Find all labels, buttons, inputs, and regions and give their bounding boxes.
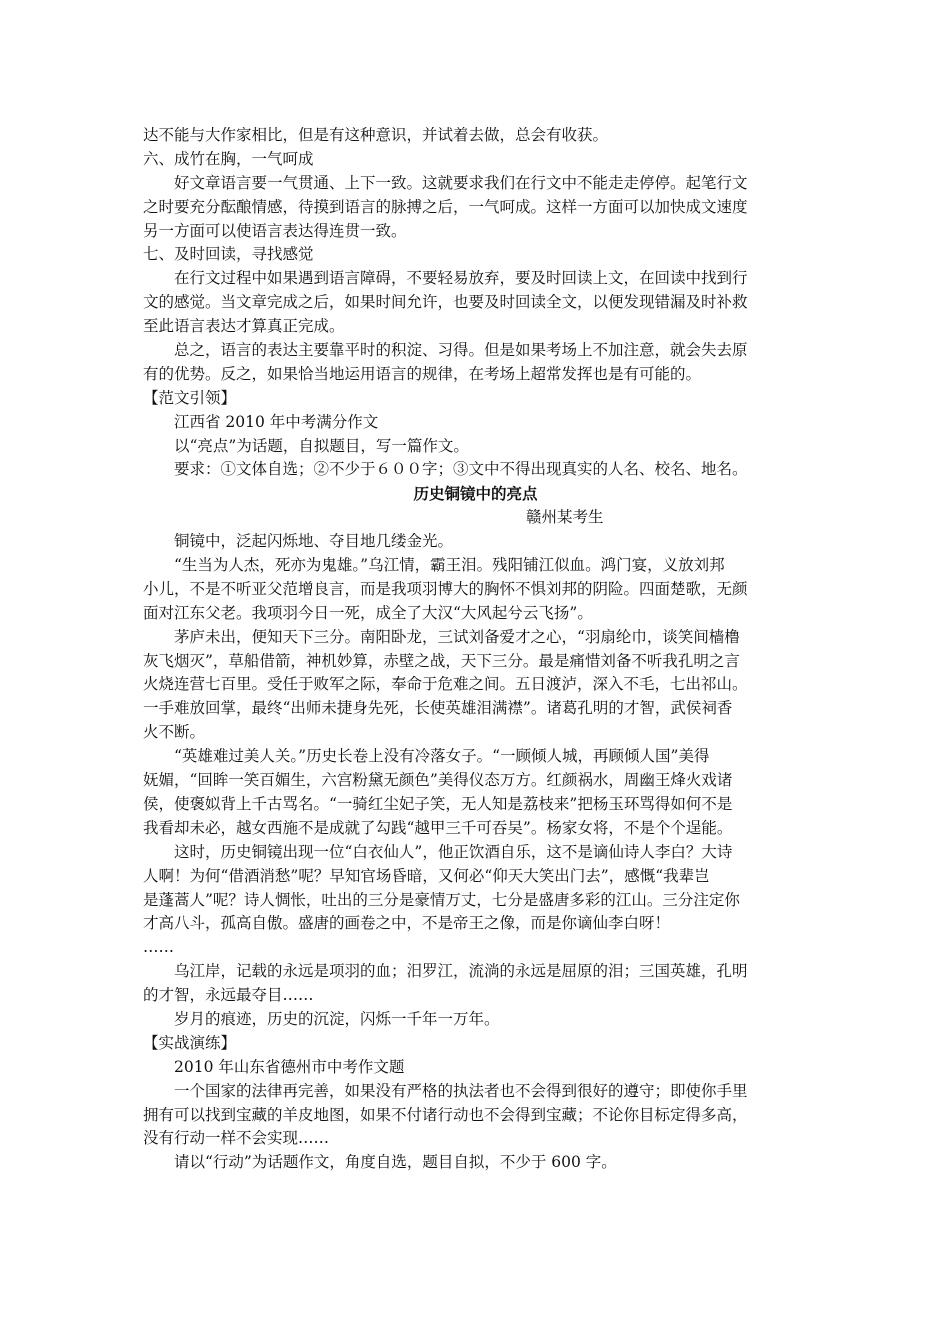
text-line: 有的优势。反之，如果恰当地运用语言的规律，在考场上超常发挥也是有可能的。 <box>143 364 702 383</box>
text-line: 六、成竹在胸，一气呵成 <box>143 149 314 168</box>
text-line: 我看却未必，越女西施不是成就了勾践“越甲三千可吞吴”。杨家女将，不是个个逞能。 <box>143 818 733 837</box>
text-line: 文的感觉。当文章完成之后，如果时间允许，也要及时回读全文，以便发现错漏及时补救 <box>143 293 748 312</box>
text-line: 至此语言表达才算真正完成。 <box>143 317 345 336</box>
text-line: “生当为人杰，死亦为鬼雄。”乌江情，霸王泪。残阳铺江似血。鸿门宴，义放刘邦 <box>174 556 725 575</box>
text-line: 乌江岸，记载的永远是项羽的血；汨罗江，流淌的永远是屈原的泪；三国英雄，孔明 <box>174 962 748 981</box>
text-line: 铜镜中，泛起闪烁地、夺目地几缕金光。 <box>174 532 454 551</box>
text-line: 另一方面可以使语言表达得连贯一致。 <box>143 221 407 240</box>
text-line: 好文章语言要一气贯通、上下一致。这就要求我们在行文中不能走走停停。起笔行文 <box>174 173 748 192</box>
text-line: 之时要充分酝酿情感，待摸到语言的脉搏之后，一气呵成。这样一方面可以加快成文速度 <box>143 197 748 216</box>
text-line: 七、及时回读，寻找感觉 <box>143 245 314 264</box>
text-line: 以“亮点”为话题，自拟题目，写一篇作文。 <box>174 436 469 455</box>
text-line: 火烧连营七百里。受任于败军之际，奉命于危难之间。五日渡泸，深入不毛，七出祁山。 <box>143 675 748 694</box>
text-line: 2010 年山东省德州市中考作文题 <box>174 1057 405 1076</box>
text-line: 要求：①文体自选；②不少于６００字；③文中不得出现真实的人名、校名、地名。 <box>174 460 748 479</box>
essay-author: 赣州某考生 <box>526 508 604 527</box>
document-page <box>143 124 808 1175</box>
text-line: …… <box>143 938 174 957</box>
text-line: 拥有可以找到宝藏的羊皮地图，如果不付诸行动也不会得到宝藏；不论你目标定得多高， <box>143 1105 748 1124</box>
text-line: 达不能与大作家相比，但是有这种意识，并试着去做，总会有收获。 <box>143 126 609 144</box>
text-line: 人啊！为何“借酒消愁”呢？早知官场昏暗，又何必“仰天大笑出门去”，感慨“我辈岂 <box>143 866 710 885</box>
text-line: 的才智，永远最夺目…… <box>143 986 314 1005</box>
text-line: 面对江东父老。我项羽今日一死，成全了大汉“大风起兮云飞扬”。 <box>143 603 593 622</box>
text-line: 在行文过程中如果遇到语言障碍，不要轻易放弃，要及时回读上文，在回读中找到行 <box>174 269 748 288</box>
text-line: 这时，历史铜镜出现一位“白衣仙人”，他正饮酒自乐，这不是谪仙诗人李白？大诗 <box>174 842 733 861</box>
text-line: 一手难放回掌，最终“出师未捷身先死，长使英雄泪满襟”。诸葛孔明的才智，武侯祠香 <box>143 699 733 718</box>
text-line: 茅庐未出，便知天下三分。南阳卧龙，三试刘备爱才之心，“羽扇纶巾，谈笑间樯橹 <box>174 627 740 646</box>
text-line: 【范文引领】 <box>143 388 237 407</box>
text-line: 没有行动一样不会实现…… <box>143 1129 330 1148</box>
text-line: 江西省 2010 年中考满分作文 <box>174 412 379 431</box>
text-line: 一个国家的法律再完善，如果没有严格的执法者也不会得到很好的遵守；即使你手里 <box>174 1081 748 1100</box>
text-line: 请以“行动”为话题作文，角度自选，题目自拟，不少于 600 字。 <box>174 1153 617 1172</box>
text-line: 小儿，不是不听亚父范增良言，而是我项羽博大的胸怀不惧刘邦的阴险。四面楚歌，无颜 <box>143 579 748 598</box>
text-line: 岁月的痕迹，历史的沉淀，闪烁一千年一万年。 <box>174 1009 500 1028</box>
text-line: “英雄难过美人关。”历史长卷上没有冷落女子。“一顾倾人城，再顾倾人国”美得 <box>174 747 710 766</box>
text-line: 是蓬蒿人”呢？诗人惆怅，吐出的三分是豪情万丈，七分是盛唐多彩的江山。三分注定你 <box>143 890 740 909</box>
text-line: 妩媚，“回眸一笑百媚生，六宫粉黛无颜色”美得仪态万方。红颜祸水，周幽王烽火戏诸 <box>143 771 733 790</box>
essay-title: 历史铜镜中的亮点 <box>413 484 538 504</box>
text-line: 【实战演练】 <box>143 1033 237 1052</box>
text-line: 总之，语言的表达主要靠平时的积淀、习得。但是如果考场上不加注意，就会失去原 <box>174 341 748 360</box>
text-line: 灰飞烟灭”，草船借箭，神机妙算，赤壁之战，天下三分。最是痛惜刘备不听我孔明之言 <box>143 651 740 670</box>
text-line: 火不断。 <box>143 723 206 742</box>
text-line: 才高八斗，孤高自傲。盛唐的画卷之中，不是帝王之像，而是你谪仙李白呀！ <box>143 914 671 933</box>
text-line: 侯，使褒姒背上千古骂名。“一骑红尘妃子笑，无人知是荔枝来”把杨玉环骂得如何不是 <box>143 794 733 813</box>
